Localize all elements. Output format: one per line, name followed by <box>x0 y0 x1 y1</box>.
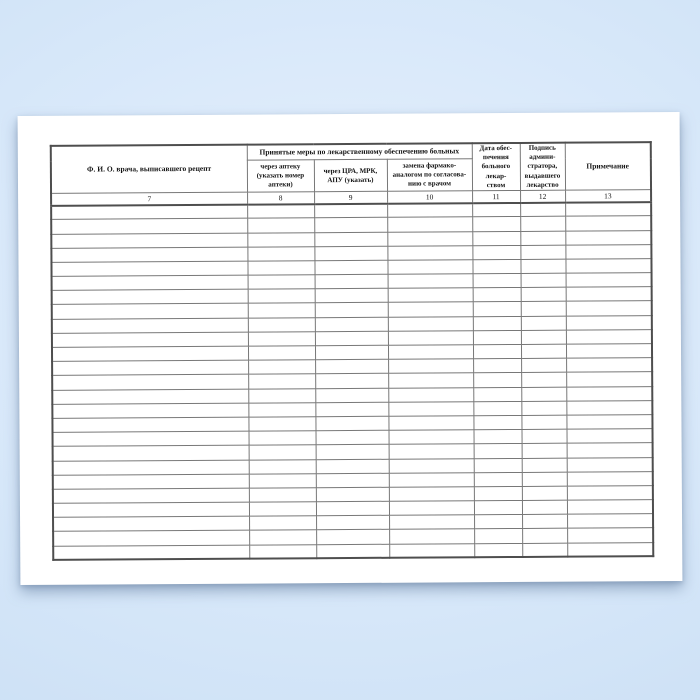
empty-cell <box>565 230 651 245</box>
empty-cell <box>248 346 315 361</box>
empty-cell <box>472 231 520 245</box>
empty-cell <box>521 358 566 372</box>
empty-cell <box>52 318 248 333</box>
empty-cell <box>472 217 520 231</box>
empty-cell <box>473 401 521 415</box>
empty-cell <box>521 316 566 330</box>
empty-cell <box>249 431 316 446</box>
empty-cell <box>474 486 522 500</box>
empty-cell <box>521 287 566 301</box>
empty-cell <box>388 302 473 317</box>
empty-cell <box>567 514 653 529</box>
empty-cell <box>53 445 249 460</box>
empty-cell <box>247 232 314 247</box>
empty-cell <box>249 445 316 460</box>
column-header-administrator-signature: Подпись админи- стратора, выдавшего лекарство <box>520 143 565 191</box>
empty-cell <box>389 444 474 459</box>
empty-cell <box>520 231 565 245</box>
empty-cell <box>388 402 473 417</box>
empty-cell <box>566 344 652 359</box>
empty-cell <box>53 531 249 546</box>
empty-cell <box>565 244 651 259</box>
empty-cell <box>315 289 388 304</box>
empty-cell <box>52 403 248 418</box>
empty-cell <box>389 529 474 544</box>
empty-cell <box>389 430 474 445</box>
empty-cell <box>522 500 567 514</box>
empty-cell <box>522 486 567 500</box>
empty-cell <box>315 317 388 332</box>
table-body <box>51 202 653 560</box>
empty-cell <box>566 315 652 330</box>
empty-cell <box>389 458 474 473</box>
empty-cell <box>316 530 389 545</box>
empty-cell <box>52 332 248 347</box>
empty-cell <box>248 332 315 347</box>
empty-cell <box>473 330 521 344</box>
empty-cell <box>473 359 521 373</box>
empty-cell <box>566 372 652 387</box>
empty-cell <box>473 430 521 444</box>
empty-cell <box>565 259 651 274</box>
empty-cell <box>52 375 248 390</box>
empty-cell <box>249 502 316 517</box>
column-header-supply-date: Дата обес- печения больного лекар- ством <box>472 143 520 191</box>
empty-cell <box>247 261 314 276</box>
column-number: 9 <box>314 191 387 203</box>
empty-cell <box>315 345 388 360</box>
empty-cell <box>247 204 314 219</box>
empty-cell <box>521 344 566 358</box>
empty-cell <box>521 273 566 287</box>
empty-cell <box>314 232 387 247</box>
empty-cell <box>473 373 521 387</box>
column-header-analog-replacement: замена фармако- аналогом по согласова- нию с врачом <box>387 159 472 191</box>
empty-cell <box>565 202 651 217</box>
empty-cell <box>387 203 472 218</box>
empty-cell <box>520 259 565 273</box>
empty-cell <box>248 403 315 418</box>
empty-cell <box>522 472 567 486</box>
empty-cell <box>389 501 474 516</box>
empty-cell <box>248 360 315 375</box>
empty-cell <box>53 431 249 446</box>
empty-cell <box>53 460 249 475</box>
empty-cell <box>314 203 387 218</box>
empty-cell <box>247 218 314 233</box>
empty-cell <box>387 245 472 260</box>
empty-cell <box>521 302 566 316</box>
column-header-note: Примечание <box>565 142 651 190</box>
header-row-group <box>51 142 651 162</box>
empty-cell <box>567 486 653 501</box>
empty-cell <box>53 516 249 531</box>
empty-cell <box>522 543 567 557</box>
empty-cell <box>473 302 521 316</box>
empty-cell <box>51 261 247 276</box>
table-header <box>51 142 651 205</box>
empty-cell <box>566 287 652 302</box>
empty-cell <box>248 303 315 318</box>
empty-cell <box>388 288 473 303</box>
empty-cell <box>387 260 472 275</box>
empty-cell <box>474 444 522 458</box>
empty-cell <box>521 387 566 401</box>
empty-cell <box>248 289 315 304</box>
empty-cell <box>473 288 521 302</box>
empty-cell <box>389 472 474 487</box>
empty-cell <box>316 430 389 445</box>
document-page <box>18 112 683 585</box>
empty-cell <box>249 530 316 545</box>
empty-cell <box>474 529 522 543</box>
empty-cell <box>51 204 247 219</box>
empty-cell <box>53 488 249 503</box>
empty-cell <box>387 231 472 246</box>
empty-cell <box>567 471 653 486</box>
column-number: 7 <box>51 192 247 205</box>
empty-cell <box>52 275 248 290</box>
empty-cell <box>53 502 249 517</box>
prescription-register-table <box>50 141 655 561</box>
empty-cell <box>315 374 388 389</box>
empty-cell <box>522 458 567 472</box>
empty-cell <box>315 360 388 375</box>
empty-cell <box>389 487 474 502</box>
empty-cell <box>314 218 387 233</box>
column-header-via-pharmacy: через аптеку (указать номер аптеки) <box>247 160 314 192</box>
empty-cell <box>388 387 473 402</box>
empty-cell <box>248 374 315 389</box>
empty-cell <box>52 389 248 404</box>
empty-cell <box>388 331 473 346</box>
group-header-measures-taken: Принятые меры по лекарственному обеспечению больных <box>247 143 472 160</box>
empty-cell <box>520 202 565 216</box>
empty-cell <box>521 415 566 429</box>
empty-cell <box>522 529 567 543</box>
empty-cell <box>474 501 522 515</box>
empty-cell <box>521 330 566 344</box>
empty-cell <box>566 429 652 444</box>
empty-cell <box>51 233 247 248</box>
empty-cell <box>388 274 473 289</box>
empty-cell <box>315 416 388 431</box>
empty-cell <box>565 216 651 231</box>
empty-cell <box>388 359 473 374</box>
empty-cell <box>388 345 473 360</box>
empty-cell <box>521 401 566 415</box>
empty-cell <box>316 459 389 474</box>
column-number: 10 <box>387 191 472 204</box>
empty-cell <box>473 345 521 359</box>
empty-cell <box>52 417 248 432</box>
empty-cell <box>473 316 521 330</box>
empty-cell <box>315 331 388 346</box>
empty-cell <box>567 542 653 557</box>
empty-cell <box>473 387 521 401</box>
empty-cell <box>316 473 389 488</box>
column-number: 11 <box>472 191 520 203</box>
empty-cell <box>249 473 316 488</box>
empty-cell <box>521 429 566 443</box>
column-header-doctor-name: Ф. И. О. врача, выписавшего рецепт <box>51 145 247 194</box>
column-number: 12 <box>520 190 565 202</box>
empty-cell <box>249 544 316 559</box>
empty-cell <box>248 417 315 432</box>
empty-cell <box>522 444 567 458</box>
empty-cell <box>314 260 387 275</box>
empty-cell <box>521 373 566 387</box>
empty-cell <box>249 459 316 474</box>
empty-cell <box>315 274 388 289</box>
empty-cell <box>51 218 247 233</box>
empty-cell <box>472 203 520 217</box>
empty-cell <box>566 386 652 401</box>
empty-cell <box>474 515 522 529</box>
empty-cell <box>315 388 388 403</box>
empty-cell <box>315 402 388 417</box>
empty-cell <box>316 487 389 502</box>
table-row <box>53 542 653 560</box>
empty-cell <box>248 317 315 332</box>
empty-cell <box>567 457 653 472</box>
empty-cell <box>248 275 315 290</box>
empty-cell <box>53 545 249 560</box>
column-number: 13 <box>565 190 651 203</box>
empty-cell <box>388 416 473 431</box>
empty-cell <box>472 245 520 259</box>
empty-cell <box>473 274 521 288</box>
empty-cell <box>474 458 522 472</box>
empty-cell <box>316 501 389 516</box>
empty-cell <box>249 488 316 503</box>
empty-cell <box>247 246 314 261</box>
column-header-via-cra-mrk-apu: через ЦРА, МРК, АПУ (указать) <box>314 160 387 192</box>
empty-cell <box>566 273 652 288</box>
empty-cell <box>315 303 388 318</box>
empty-cell <box>567 528 653 543</box>
empty-cell <box>473 415 521 429</box>
empty-cell <box>389 515 474 530</box>
empty-cell <box>520 217 565 231</box>
empty-cell <box>52 360 248 375</box>
empty-cell <box>387 217 472 232</box>
column-number: 8 <box>247 192 314 204</box>
empty-cell <box>52 304 248 319</box>
empty-cell <box>314 246 387 261</box>
empty-cell <box>388 373 473 388</box>
empty-cell <box>566 415 652 430</box>
empty-cell <box>316 516 389 531</box>
empty-cell <box>566 330 652 345</box>
empty-cell <box>316 445 389 460</box>
empty-cell <box>316 544 389 559</box>
empty-cell <box>474 472 522 486</box>
empty-cell <box>566 358 652 373</box>
empty-cell <box>567 500 653 515</box>
empty-cell <box>53 474 249 489</box>
empty-cell <box>522 514 567 528</box>
empty-cell <box>566 400 652 415</box>
empty-cell <box>51 247 247 262</box>
empty-cell <box>520 245 565 259</box>
empty-cell <box>388 316 473 331</box>
empty-cell <box>567 443 653 458</box>
empty-cell <box>52 289 248 304</box>
empty-cell <box>248 388 315 403</box>
empty-cell <box>472 259 520 273</box>
empty-cell <box>566 301 652 316</box>
empty-cell <box>474 543 522 557</box>
empty-cell <box>52 346 248 361</box>
empty-cell <box>249 516 316 531</box>
empty-cell <box>389 543 474 558</box>
